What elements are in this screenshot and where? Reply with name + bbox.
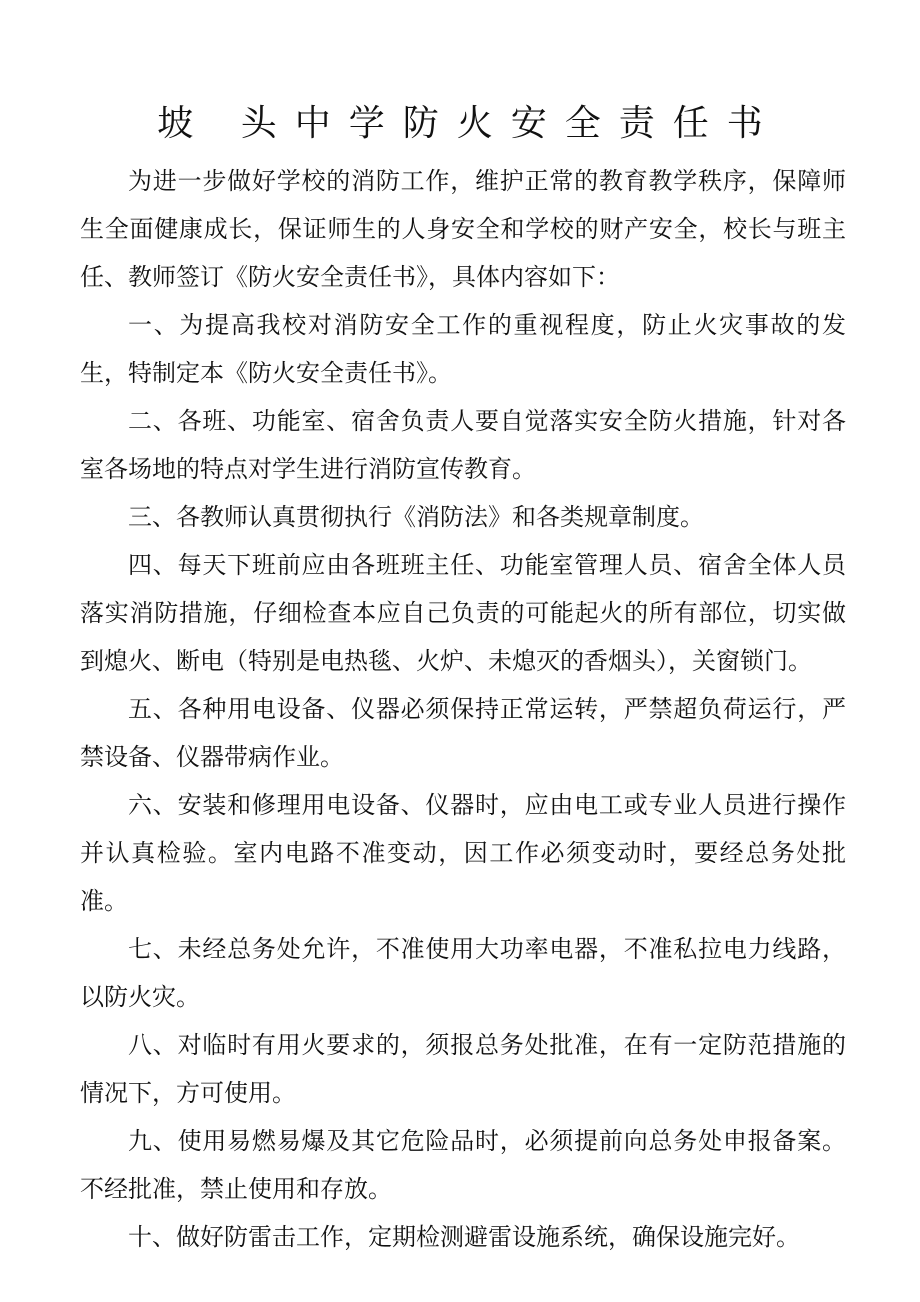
intro-paragraph: 为进一步做好学校的消防工作，维护正常的教育教学秩序，保障师生全面健康成长，保证师生的人身安全和学校的财产安全，校长与班主任、教师签订《防火安全责任书》，具体内容如下： — [80, 167, 846, 291]
clause-3-paragraph: 三、各教师认真贯彻执行《消防法》和各类规章制度。 — [128, 503, 704, 531]
document-body — [80, 157, 846, 1261]
clause-5-paragraph: 五、各种用电设备、仪器必须保持正常运转，严禁超负荷运行，严禁设备、仪器带病作业。 — [80, 695, 846, 771]
clause-10-paragraph: 十、做好防雷击工作，定期检测避雷设施系统，确保设施完好。 — [128, 1223, 800, 1251]
clause-8-paragraph: 八、对临时有用火要求的，须报总务处批准，在有一定防范措施的情况下，方可使用。 — [80, 1031, 846, 1107]
clause-6-paragraph: 六、安装和修理用电设备、仪器时，应由电工或专业人员进行操作并认真检验。室内电路不准变动，因工作必须变动时，要经总务处批准。 — [80, 791, 846, 915]
clause-9-paragraph: 九、使用易燃易爆及其它危险品时，必须提前向总务处申报备案。不经批准，禁止使用和存放。 — [80, 1127, 846, 1203]
clause-2-paragraph: 二、各班、功能室、宿舍负责人要自觉落实安全防火措施，针对各室各场地的特点对学生进行消防宣传教育。 — [80, 407, 846, 483]
clause-4-paragraph: 四、每天下班前应由各班班主任、功能室管理人员、宿舍全体人员落实消防措施，仔细检查本应自己负责的可能起火的所有部位，切实做到熄火、断电（特别是电热毯、火炉、未熄灭的香烟头），关窗锁门。 — [80, 551, 846, 675]
document-title: 坡 头中学防火安全责任书 — [157, 103, 781, 144]
clause-7-paragraph: 七、未经总务处允许，不准使用大功率电器，不准私拉电力线路，以防火灾。 — [80, 935, 846, 1011]
clause-1-paragraph: 一、为提高我校对消防安全工作的重视程度，防止火灾事故的发生，特制定本《防火安全责任书》。 — [80, 311, 846, 387]
